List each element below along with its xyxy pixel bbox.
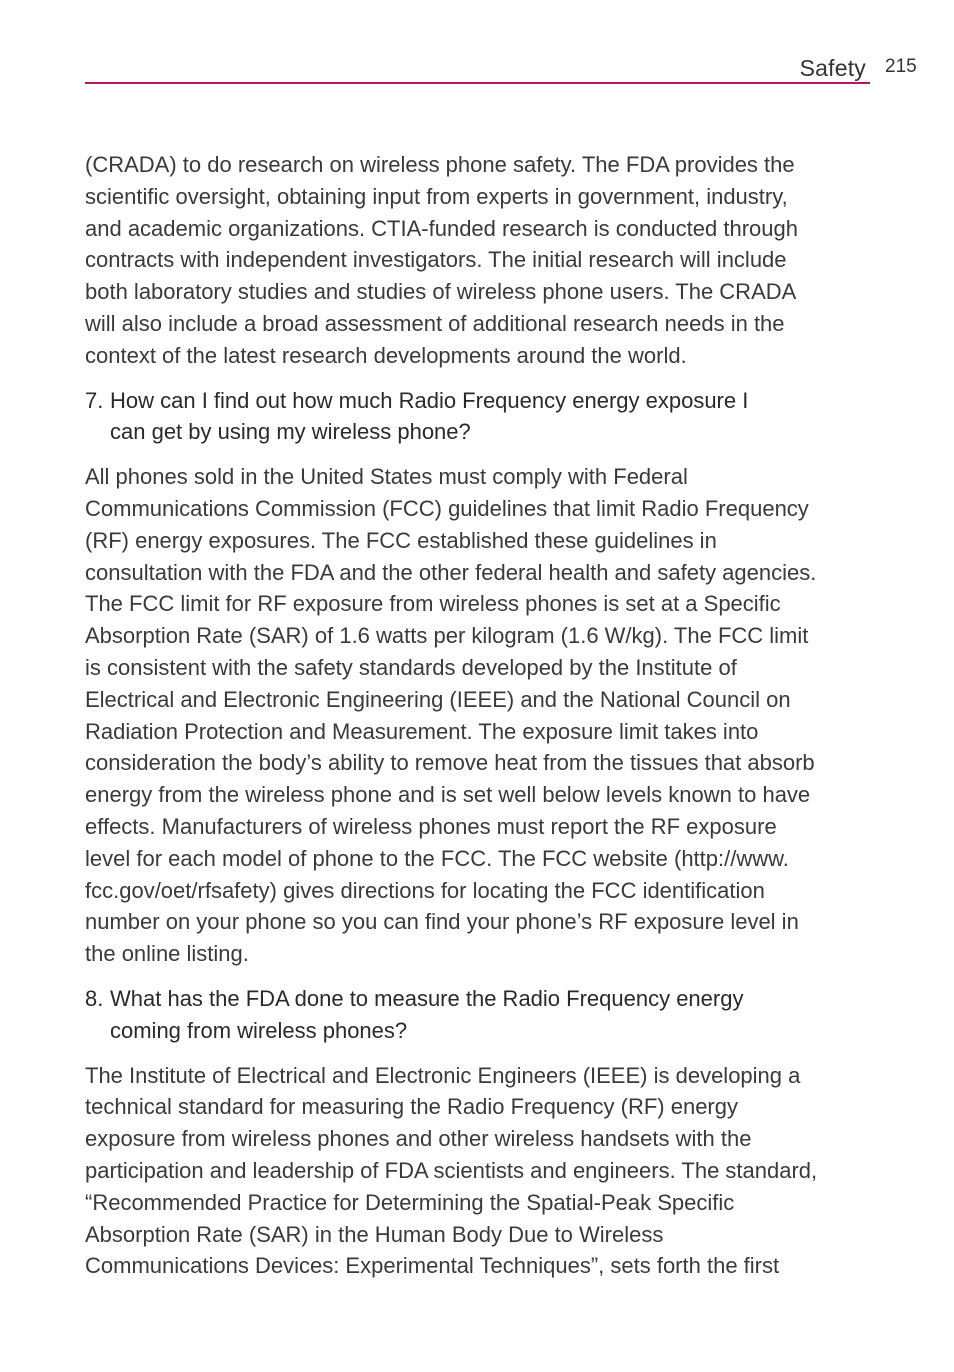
paragraph-ieee-standard: The Institute of Electrical and Electronic Engineers (IEEE) is developing a technical standard for measuring the Radio Frequency (RF) energy exposure from wireless phones and other wireless handsets with the participation and leadership of FDA scientists and engineers. The standard, “Recommended Practice for Determining the Spatial-Peak Specific Absorption Rate (SAR) in the Human Body Due to Wireless Communications Devices: Experimental Techniques”, sets forth the first xyxy=(85,1062,818,1279)
question-8 xyxy=(85,983,875,1047)
question-7 xyxy=(85,385,875,449)
page-header xyxy=(85,50,870,84)
paragraph-crada: (CRADA) to do research on wireless phone safety. The FDA provides the scientific oversight, obtaining input from experts in government, industry, and academic organizations. CTIA-funded research is conducted through contracts with independent investigators. The initial research will include both laboratory studies and studies of wireless phone users. The CRADA will also include a broad assessment of additional research needs in the context of the latest research developments around the world. xyxy=(85,152,798,368)
page-body xyxy=(85,149,875,1295)
header-rule xyxy=(85,82,870,84)
section-title: Safety xyxy=(799,55,866,81)
question-8-text: What has the FDA done to measure the Radio Frequency energy coming from wireless phones? xyxy=(110,985,744,1043)
question-8-number: 8. xyxy=(85,985,104,1011)
paragraph-fcc-guidelines: All phones sold in the United States must comply with Federal Communications Commission (FCC) guidelines that limit Radio Frequency (RF) energy exposures. The FCC established these guidelines in consultation with the FDA and the other federal health and safety agencies. The FCC limit for RF exposure from wireless phones is set at a Specific Absorption Rate (SAR) of 1.6 watts per kilogram (1.6 W/kg). The FCC limit is consistent with the safety standards developed by the Institute of Electrical and Electronic Engineering (IEEE) and the National Council on Radiation Protection and Measurement. The exposure limit takes into consideration the body’s ability to remove heat from the tissues that absorb energy from the wireless phone and is set well below levels known to have effects. Manufacturers of wireless phones must report the RF exposure level for each model of phone to the FCC. The FCC website (http://www. fcc.gov/oet/rfsafety) gives directions for locating the FCC identification number on your phone so you can find your phone’s RF exposure level in the online listing. xyxy=(85,464,817,967)
question-7-number: 7. xyxy=(85,387,104,413)
question-7-text: How can I find out how much Radio Frequency energy exposure I can get by using my wireless phone? xyxy=(110,387,749,445)
page-number: 215 xyxy=(885,56,917,77)
